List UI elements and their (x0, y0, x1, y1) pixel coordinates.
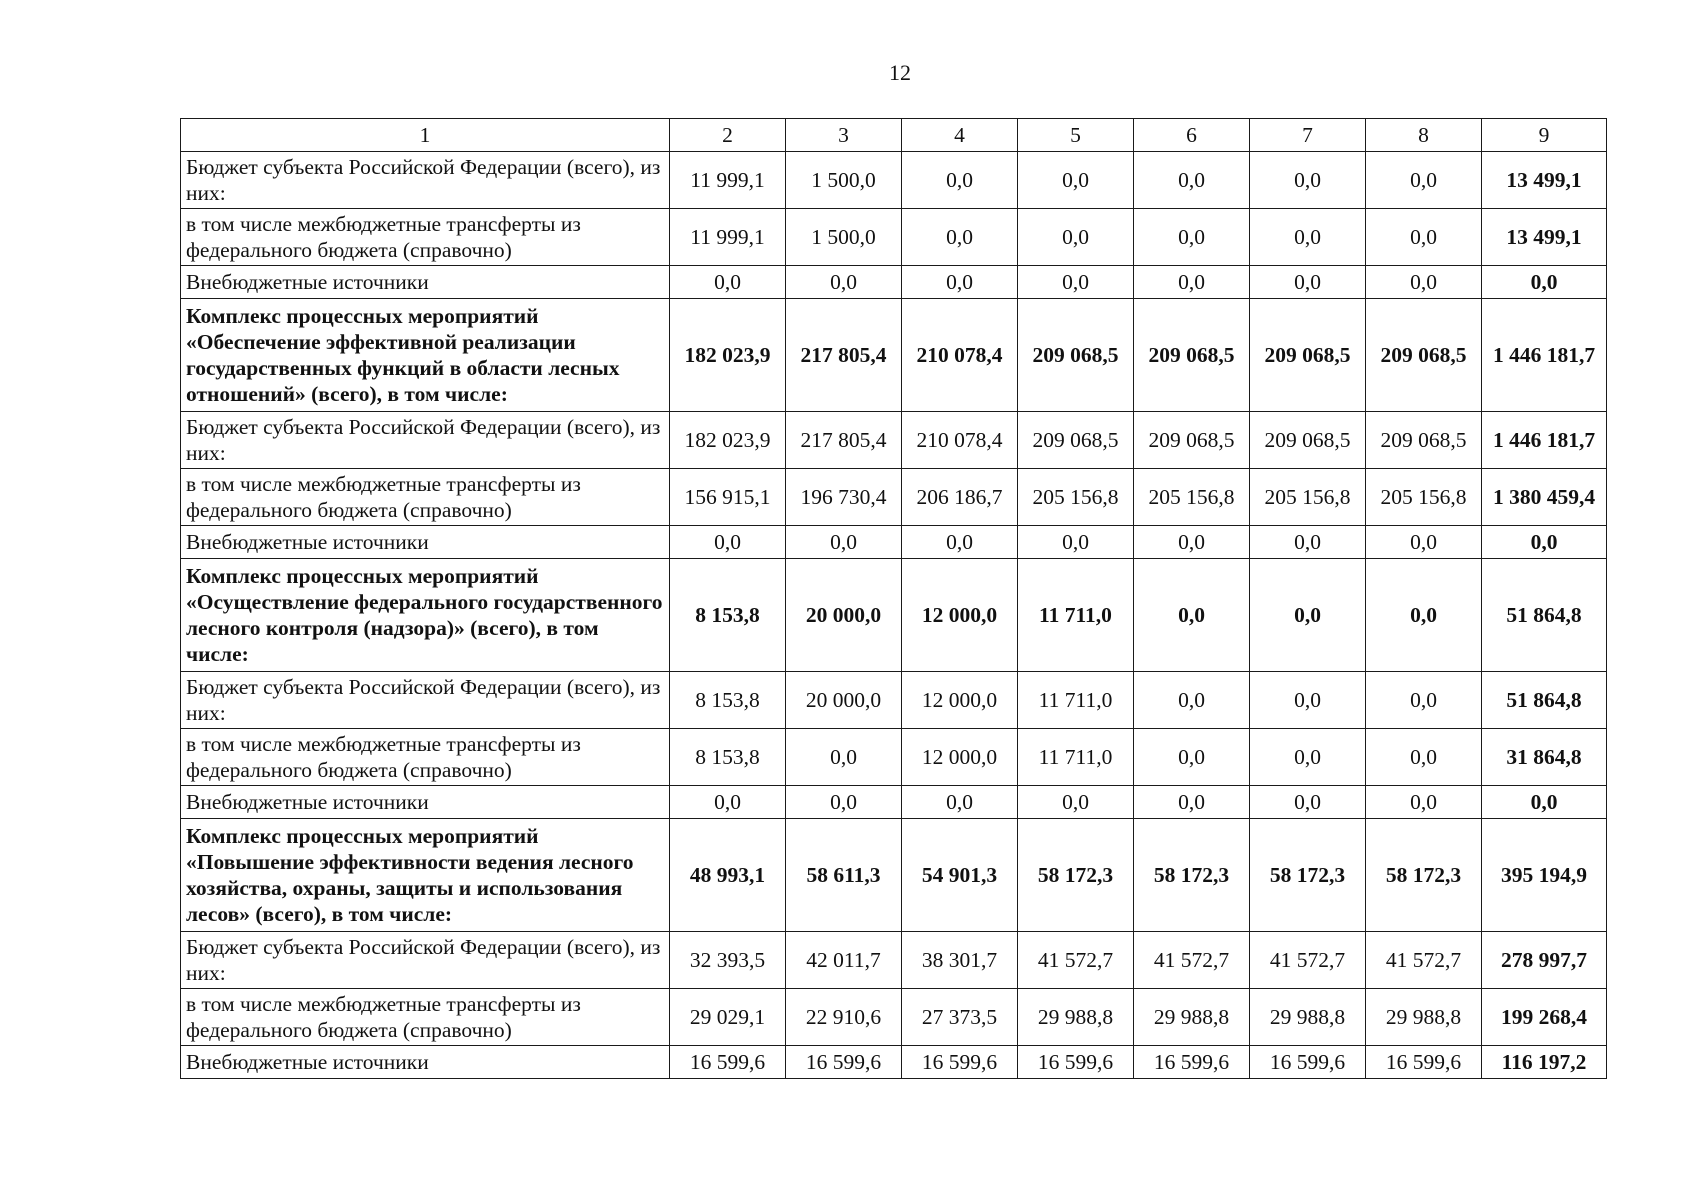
value-cell: 0,0 (1366, 729, 1482, 786)
total-cell: 199 268,4 (1482, 989, 1607, 1046)
column-number-row (181, 119, 1607, 152)
value-cell: 217 805,4 (786, 299, 902, 412)
value-cell: 8 153,8 (670, 559, 786, 672)
value-cell: 0,0 (786, 266, 902, 299)
value-cell: 0,0 (1134, 559, 1250, 672)
row-label: Комплекс процессных мероприятий «Обеспечение эффективной реализации государственных функций в области лесных отношений» (всего), в том числе: (181, 299, 670, 412)
value-cell: 8 153,8 (670, 729, 786, 786)
value-cell: 205 156,8 (1366, 469, 1482, 526)
value-cell: 58 172,3 (1134, 819, 1250, 932)
value-cell: 205 156,8 (1018, 469, 1134, 526)
federal-transfers-row (181, 469, 1607, 526)
total-cell: 13 499,1 (1482, 209, 1607, 266)
value-cell: 0,0 (1018, 526, 1134, 559)
value-cell: 11 711,0 (1018, 672, 1134, 729)
value-cell: 0,0 (1366, 209, 1482, 266)
total-cell: 1 380 459,4 (1482, 469, 1607, 526)
row-label: Бюджет субъекта Российской Федерации (всего), из них: (181, 152, 670, 209)
row-label: Бюджет субъекта Российской Федерации (всего), из них: (181, 672, 670, 729)
column-header: 2 (670, 119, 786, 152)
value-cell: 0,0 (1018, 786, 1134, 819)
row-label: в том числе межбюджетные трансферты из федерального бюджета (справочно) (181, 989, 670, 1046)
value-cell: 16 599,6 (902, 1046, 1018, 1079)
total-cell: 13 499,1 (1482, 152, 1607, 209)
value-cell: 0,0 (1134, 786, 1250, 819)
value-cell: 0,0 (1366, 786, 1482, 819)
value-cell: 209 068,5 (1366, 299, 1482, 412)
value-cell: 16 599,6 (1250, 1046, 1366, 1079)
process-complex-row (181, 559, 1607, 672)
value-cell: 0,0 (1250, 209, 1366, 266)
value-cell: 41 572,7 (1018, 932, 1134, 989)
value-cell: 0,0 (1366, 526, 1482, 559)
value-cell: 210 078,4 (902, 299, 1018, 412)
value-cell: 16 599,6 (1134, 1046, 1250, 1079)
row-label: Внебюджетные источники (181, 526, 670, 559)
value-cell: 0,0 (902, 266, 1018, 299)
value-cell: 29 988,8 (1250, 989, 1366, 1046)
value-cell: 0,0 (1018, 152, 1134, 209)
value-cell: 12 000,0 (902, 559, 1018, 672)
value-cell: 0,0 (902, 152, 1018, 209)
value-cell: 0,0 (786, 729, 902, 786)
extrabudgetary-row (181, 786, 1607, 819)
row-label: Комплекс процессных мероприятий «Осуществление федерального государственного лесного контроля (надзора)» (всего), в том числе: (181, 559, 670, 672)
value-cell: 209 068,5 (1250, 299, 1366, 412)
total-cell: 278 997,7 (1482, 932, 1607, 989)
value-cell: 209 068,5 (1250, 412, 1366, 469)
value-cell: 29 988,8 (1134, 989, 1250, 1046)
value-cell: 29 988,8 (1366, 989, 1482, 1046)
value-cell: 196 730,4 (786, 469, 902, 526)
value-cell: 182 023,9 (670, 299, 786, 412)
value-cell: 12 000,0 (902, 729, 1018, 786)
column-header: 1 (181, 119, 670, 152)
column-header: 9 (1482, 119, 1607, 152)
value-cell: 27 373,5 (902, 989, 1018, 1046)
value-cell: 209 068,5 (1018, 299, 1134, 412)
value-cell: 20 000,0 (786, 559, 902, 672)
value-cell: 8 153,8 (670, 672, 786, 729)
value-cell: 0,0 (670, 526, 786, 559)
value-cell: 0,0 (1134, 266, 1250, 299)
column-header: 5 (1018, 119, 1134, 152)
row-label: Внебюджетные источники (181, 1046, 670, 1079)
total-cell: 1 446 181,7 (1482, 412, 1607, 469)
value-cell: 0,0 (1134, 729, 1250, 786)
value-cell: 0,0 (1366, 672, 1482, 729)
column-header: 4 (902, 119, 1018, 152)
value-cell: 0,0 (1366, 152, 1482, 209)
value-cell: 38 301,7 (902, 932, 1018, 989)
value-cell: 16 599,6 (1018, 1046, 1134, 1079)
value-cell: 41 572,7 (1250, 932, 1366, 989)
value-cell: 1 500,0 (786, 209, 902, 266)
total-cell: 0,0 (1482, 526, 1607, 559)
value-cell: 0,0 (670, 266, 786, 299)
total-cell: 51 864,8 (1482, 672, 1607, 729)
row-label: в том числе межбюджетные трансферты из федерального бюджета (справочно) (181, 469, 670, 526)
row-label: в том числе межбюджетные трансферты из федерального бюджета (справочно) (181, 209, 670, 266)
federal-transfers-row (181, 989, 1607, 1046)
row-label: Внебюджетные источники (181, 266, 670, 299)
value-cell: 11 999,1 (670, 209, 786, 266)
extrabudgetary-row (181, 1046, 1607, 1079)
subject-budget-row (181, 412, 1607, 469)
column-header: 7 (1250, 119, 1366, 152)
total-cell: 31 864,8 (1482, 729, 1607, 786)
value-cell: 0,0 (1250, 559, 1366, 672)
value-cell: 0,0 (786, 526, 902, 559)
value-cell: 217 805,4 (786, 412, 902, 469)
row-label: Бюджет субъекта Российской Федерации (всего), из них: (181, 412, 670, 469)
total-cell: 0,0 (1482, 786, 1607, 819)
value-cell: 205 156,8 (1250, 469, 1366, 526)
subject-budget-row (181, 672, 1607, 729)
value-cell: 42 011,7 (786, 932, 902, 989)
financing-table (180, 118, 1607, 1079)
value-cell: 0,0 (1366, 559, 1482, 672)
value-cell: 20 000,0 (786, 672, 902, 729)
value-cell: 12 000,0 (902, 672, 1018, 729)
value-cell: 54 901,3 (902, 819, 1018, 932)
value-cell: 16 599,6 (1366, 1046, 1482, 1079)
value-cell: 29 988,8 (1018, 989, 1134, 1046)
value-cell: 0,0 (1134, 209, 1250, 266)
column-header: 8 (1366, 119, 1482, 152)
column-header: 3 (786, 119, 902, 152)
value-cell: 156 915,1 (670, 469, 786, 526)
value-cell: 0,0 (1250, 786, 1366, 819)
value-cell: 11 711,0 (1018, 729, 1134, 786)
row-label: Комплекс процессных мероприятий «Повышение эффективности ведения лесного хозяйства, охраны, защиты и использования лесов» (всего), в том числе: (181, 819, 670, 932)
total-cell: 0,0 (1482, 266, 1607, 299)
value-cell: 11 711,0 (1018, 559, 1134, 672)
process-complex-row (181, 299, 1607, 412)
value-cell: 0,0 (1250, 672, 1366, 729)
value-cell: 16 599,6 (786, 1046, 902, 1079)
value-cell: 1 500,0 (786, 152, 902, 209)
value-cell: 58 611,3 (786, 819, 902, 932)
column-header: 6 (1134, 119, 1250, 152)
total-cell: 1 446 181,7 (1482, 299, 1607, 412)
value-cell: 209 068,5 (1134, 299, 1250, 412)
value-cell: 41 572,7 (1134, 932, 1250, 989)
total-cell: 395 194,9 (1482, 819, 1607, 932)
row-label: Внебюджетные источники (181, 786, 670, 819)
value-cell: 32 393,5 (670, 932, 786, 989)
value-cell: 0,0 (1250, 729, 1366, 786)
value-cell: 0,0 (1134, 526, 1250, 559)
value-cell: 0,0 (1366, 266, 1482, 299)
process-complex-row (181, 819, 1607, 932)
value-cell: 209 068,5 (1018, 412, 1134, 469)
value-cell: 0,0 (1134, 152, 1250, 209)
total-cell: 51 864,8 (1482, 559, 1607, 672)
extrabudgetary-row (181, 526, 1607, 559)
value-cell: 0,0 (786, 786, 902, 819)
value-cell: 58 172,3 (1250, 819, 1366, 932)
value-cell: 29 029,1 (670, 989, 786, 1046)
value-cell: 58 172,3 (1366, 819, 1482, 932)
value-cell: 0,0 (670, 786, 786, 819)
total-cell: 116 197,2 (1482, 1046, 1607, 1079)
row-label: Бюджет субъекта Российской Федерации (всего), из них: (181, 932, 670, 989)
page-number: 12 (889, 60, 911, 85)
value-cell: 0,0 (902, 209, 1018, 266)
row-label: в том числе межбюджетные трансферты из федерального бюджета (справочно) (181, 729, 670, 786)
value-cell: 11 999,1 (670, 152, 786, 209)
value-cell: 41 572,7 (1366, 932, 1482, 989)
value-cell: 209 068,5 (1134, 412, 1250, 469)
value-cell: 22 910,6 (786, 989, 902, 1046)
federal-transfers-row (181, 209, 1607, 266)
value-cell: 0,0 (902, 526, 1018, 559)
value-cell: 0,0 (1018, 266, 1134, 299)
value-cell: 58 172,3 (1018, 819, 1134, 932)
value-cell: 182 023,9 (670, 412, 786, 469)
value-cell: 210 078,4 (902, 412, 1018, 469)
value-cell: 0,0 (902, 786, 1018, 819)
value-cell: 206 186,7 (902, 469, 1018, 526)
value-cell: 16 599,6 (670, 1046, 786, 1079)
value-cell: 48 993,1 (670, 819, 786, 932)
subject-budget-row (181, 932, 1607, 989)
value-cell: 0,0 (1134, 672, 1250, 729)
value-cell: 0,0 (1250, 152, 1366, 209)
subject-budget-row (181, 152, 1607, 209)
value-cell: 0,0 (1250, 526, 1366, 559)
value-cell: 0,0 (1250, 266, 1366, 299)
value-cell: 205 156,8 (1134, 469, 1250, 526)
extrabudgetary-row (181, 266, 1607, 299)
value-cell: 0,0 (1018, 209, 1134, 266)
value-cell: 209 068,5 (1366, 412, 1482, 469)
federal-transfers-row (181, 729, 1607, 786)
